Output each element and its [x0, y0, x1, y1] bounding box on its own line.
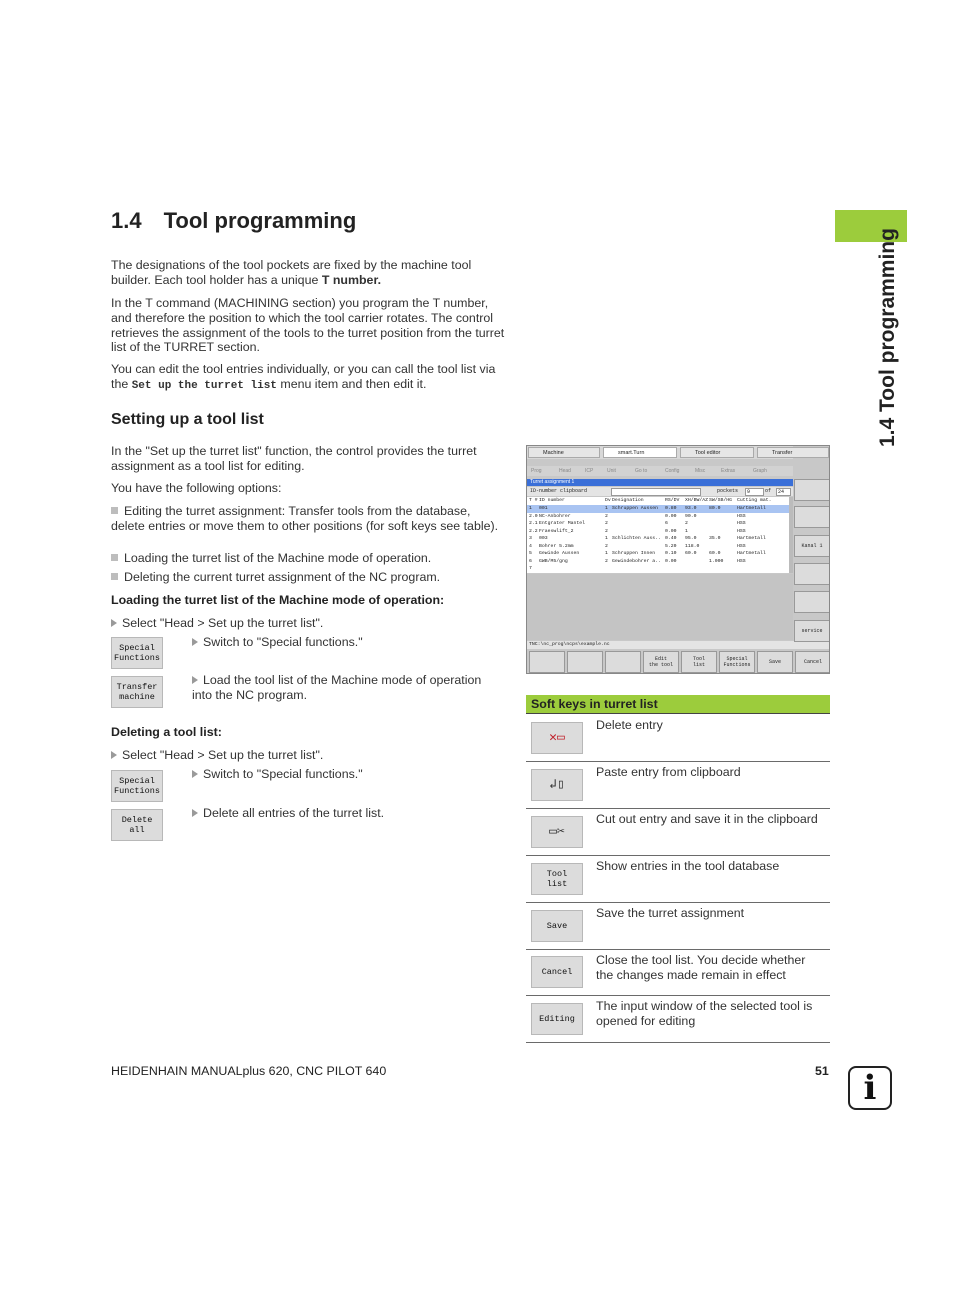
softkey-table-header — [526, 695, 830, 713]
table-cell: Dv — [605, 498, 611, 503]
softkey-description: Show entries in the tool database — [596, 859, 780, 873]
step-text: Load the tool list of the Machine mode of operation into the NC program. — [192, 673, 482, 702]
table-cell: 90.0 — [685, 513, 697, 519]
table-cell: 3 — [529, 536, 532, 541]
tab-smart-turn[interactable]: smart.Turn — [603, 447, 677, 458]
table-cell: 5 — [529, 551, 532, 556]
table-cell: HSS — [737, 558, 746, 564]
softkey-description: Delete entry — [596, 718, 663, 732]
table-cell: 001 — [539, 506, 548, 511]
table-cell: 4 — [529, 543, 532, 549]
loading-step-1 — [111, 616, 323, 631]
section-heading: Setting up a tool list — [111, 411, 264, 428]
table-cell: Cutting mat. — [737, 498, 772, 503]
table-cell: 2 — [605, 543, 608, 549]
cancel-softkey[interactable]: Cancel — [795, 651, 830, 673]
table-cell: 7 — [529, 566, 532, 571]
bullet-icon — [111, 507, 118, 514]
option-text: Deleting the current turret assignment of the NC program. — [124, 570, 441, 584]
menu-item[interactable]: Go to — [635, 468, 648, 474]
softkey-right-5[interactable] — [794, 591, 830, 613]
intro-p1-bold: T number. — [321, 272, 382, 287]
bullet-icon — [111, 573, 118, 580]
table-row[interactable] — [527, 505, 789, 513]
softkey-description: Paste entry from clipboard — [596, 765, 741, 779]
menu-item[interactable]: Prog — [531, 468, 542, 474]
service-softkey[interactable]: service — [794, 620, 830, 642]
page-number: 51 — [815, 1064, 829, 1078]
softkey-kanal[interactable]: Kanal 1 — [794, 535, 830, 557]
clipboard-field[interactable] — [611, 488, 701, 496]
section-title: Tool programming — [163, 208, 357, 233]
deleting-step-2 — [192, 767, 502, 782]
table-row[interactable] — [527, 565, 789, 573]
page-title — [111, 208, 356, 234]
section-number: 1.4 — [111, 208, 142, 233]
menu-item-code: Set up the turret list — [131, 379, 277, 392]
table-cell: 6 — [665, 521, 668, 526]
arrow-icon — [192, 676, 198, 684]
mode-tabs — [527, 446, 793, 459]
table-cell: Schlichten Auss.. — [612, 536, 661, 541]
loading-heading: Loading the turret list of the Machine mode of operation: — [111, 593, 445, 607]
intro-paragraph-1 — [111, 258, 511, 288]
deleting-step-3 — [192, 806, 502, 821]
table-row[interactable] — [527, 528, 789, 536]
step-text: Select "Head > Set up the turret list". — [122, 616, 324, 630]
arrow-icon — [192, 638, 198, 646]
table-cell: XH/BW/AZ — [685, 498, 709, 503]
table-cell: 2.0 — [529, 513, 538, 519]
table-cell: 1 — [529, 506, 532, 511]
window-title: Turret assignment 1 — [527, 479, 793, 486]
delete-all-softkey[interactable]: Delete all — [111, 809, 163, 841]
cut-entry-softkey[interactable] — [605, 651, 641, 673]
menu-item[interactable]: Extras — [721, 468, 736, 474]
deleting-heading: Deleting a tool list: — [111, 725, 222, 739]
info-icon — [848, 1066, 892, 1110]
table-cell: Hartmetall — [737, 551, 766, 556]
option-text: Loading the turret list of the Machine mode of operation. — [124, 551, 432, 565]
softkey-description: Save the turret assignment — [596, 906, 745, 920]
softkey-table-row — [526, 808, 830, 856]
menu-item[interactable]: Head — [559, 468, 571, 474]
table-cell: HSS — [737, 528, 746, 534]
softkey-description: The input window of the selected tool is opened for editing — [596, 999, 813, 1028]
table-cell: 2 — [605, 521, 608, 526]
bullet-icon — [111, 554, 118, 561]
softkey-table-row — [526, 855, 830, 903]
tool-list-softkey[interactable]: Tool list — [681, 651, 717, 673]
table-cell: 95.0 — [685, 536, 697, 541]
table-cell: Hartmetall — [737, 536, 766, 541]
intro-p3-text-a: You can edit the tool entries individually, or you can call the tool list via the — [111, 362, 496, 391]
loading-step-3 — [192, 673, 502, 703]
table-cell: HSS — [737, 543, 746, 549]
editing-softkey[interactable]: Editing — [531, 1003, 583, 1035]
table-cell: 0.10 — [665, 551, 677, 556]
table-cell: 93.0 — [685, 506, 697, 511]
pockets-of: of — [765, 488, 772, 494]
table-cell: NC-Anbohrer — [539, 513, 571, 519]
tool-list-softkey[interactable]: Tool list — [531, 863, 583, 895]
menu-item[interactable]: Misc — [695, 468, 706, 474]
menu-item[interactable]: ICP — [585, 468, 594, 474]
paste-entry-icon[interactable] — [531, 769, 583, 801]
table-cell: 1 — [685, 528, 688, 534]
step-text: Select "Head > Set up the turret list". — [122, 748, 324, 762]
intro-p1-text: The designations of the tool pockets are fixed by the machine tool builder. Each tool holder has a unique — [111, 258, 472, 287]
table-cell: Designation — [612, 498, 644, 503]
step-text: Switch to "Special functions." — [203, 635, 363, 649]
cut-entry-icon[interactable] — [531, 816, 583, 848]
table-header-row — [527, 497, 789, 505]
table-cell: 0.00 — [665, 513, 677, 519]
special-functions-softkey[interactable]: Special Functions — [111, 770, 163, 802]
table-cell: Entgrater Mantel — [539, 521, 586, 526]
softkey-table-row — [526, 995, 830, 1043]
table-cell: 60.0 — [709, 551, 721, 556]
menu-item[interactable]: Unit — [607, 468, 616, 474]
softkey-right-2[interactable] — [794, 506, 830, 528]
special-functions-softkey[interactable]: Special Functions — [111, 637, 163, 669]
table-cell: Gewinde Aussen — [539, 551, 580, 556]
table-cell: Bohrer 5.2mm — [539, 543, 574, 549]
menu-item[interactable]: Graph — [753, 468, 767, 474]
menu-bar — [527, 466, 793, 476]
clipboard-label: ID-number clipboard — [530, 488, 588, 494]
pockets-label: pockets — [717, 488, 739, 494]
softkey-table-row — [526, 714, 830, 762]
table-row[interactable] — [527, 558, 789, 566]
table-cell: Gewindebohrer a.. — [612, 558, 661, 564]
table-row[interactable] — [527, 520, 789, 528]
table-cell: 1 — [605, 551, 608, 556]
table-cell: 0.80 — [665, 506, 677, 511]
save-softkey[interactable]: Save — [531, 910, 583, 942]
table-cell: 80.0 — [709, 506, 721, 511]
table-cell: 2 — [685, 521, 688, 526]
tab-machine[interactable]: Machine — [528, 447, 600, 458]
program-path: TNC:\nc_prog\ncps\example.nc — [527, 641, 830, 649]
arrow-icon — [192, 770, 198, 778]
table-cell: Schruppen Innen — [612, 551, 656, 556]
table-cell: 60.0 — [685, 551, 697, 556]
table-cell: 003 — [539, 536, 548, 541]
chapter-side-title — [840, 215, 899, 455]
cut-entry-icon-glyph: ▭✂ — [549, 823, 565, 839]
softkey-description: Cut out entry and save it in the clipboard — [596, 812, 818, 826]
delete-entry-icon[interactable] — [531, 722, 583, 754]
table-row[interactable] — [527, 513, 789, 521]
table-cell: HSS — [737, 521, 746, 526]
pockets-total: 24 — [776, 488, 791, 496]
table-row[interactable] — [527, 543, 789, 551]
softkey-right-1[interactable] — [794, 479, 830, 501]
softkey-right-4[interactable] — [794, 563, 830, 585]
table-cell: HSS — [737, 513, 746, 519]
table-cell: Schruppen Aussen — [612, 506, 659, 511]
table-cell: 0.00 — [665, 558, 677, 564]
table-cell: ID number — [539, 498, 565, 503]
arrow-icon — [192, 809, 198, 817]
turret-table — [527, 497, 789, 573]
table-cell: T # — [529, 498, 538, 503]
arrow-icon — [111, 751, 117, 759]
table-cell: SW/SB/HG — [709, 498, 733, 503]
option-text: Editing the turret assignment: Transfer tools from the database, delete entries or move them to other positions (for soft keys see table). — [111, 504, 499, 533]
step-text: Switch to "Special functions." — [203, 767, 363, 781]
transfer-machine-softkey[interactable]: Transfer machine — [111, 676, 163, 708]
table-cell: 35.0 — [709, 536, 721, 541]
footer-text: HEIDENHAIN MANUALplus 620, CNC PILOT 640 — [111, 1064, 387, 1078]
table-cell: GWB/M5/gng — [539, 558, 568, 564]
loading-step-2 — [192, 635, 502, 650]
softkey-table-title: Soft keys in turret list — [531, 697, 658, 711]
clipboard-bar — [527, 487, 793, 496]
pockets-field[interactable]: 9 — [745, 488, 764, 496]
table-cell: Fraeswlift_2 — [539, 528, 574, 534]
option-item — [111, 504, 506, 534]
arrow-icon — [111, 619, 117, 627]
intro-paragraph-2: In the T command (MACHINING section) you program the T number, and therefore the position to which the tool carrier rotates. The control retrieves the assignment of the tools to the turret position from the turret list of the TURRET section. — [111, 296, 505, 355]
info-icon-glyph: i — [863, 1068, 877, 1108]
edit-tool-softkey[interactable]: Edit the tool — [643, 651, 679, 673]
paste-entry-icon-glyph: ↲▯ — [549, 776, 565, 792]
turret-assignment-screenshot — [526, 445, 830, 674]
deleting-step-1 — [111, 748, 323, 763]
step-text: Delete all entries of the turret list. — [203, 806, 385, 820]
table-row[interactable] — [527, 535, 789, 543]
table-cell: Hartmetall — [737, 506, 766, 511]
special-functions-softkey[interactable]: Special Functions — [719, 651, 755, 673]
section-paragraph-1: In the "Set up the turret list" function, the control provides the turret assignment as a tool list for editing. — [111, 444, 477, 473]
table-cell: 1.000 — [709, 558, 724, 564]
paste-entry-softkey[interactable] — [567, 651, 603, 673]
table-cell: 2.1 — [529, 521, 538, 526]
chapter-side-title-text: 1.4 Tool programming — [876, 228, 899, 447]
table-cell: 2 — [605, 513, 608, 519]
table-cell: 2 — [605, 558, 608, 564]
table-row[interactable] — [527, 550, 789, 558]
intro-paragraph-3 — [111, 362, 511, 394]
table-cell: 2.2 — [529, 528, 538, 534]
table-cell: 5.20 — [665, 543, 677, 549]
softkey-table-row — [526, 902, 830, 950]
tab-tool-editor[interactable]: Tool editor — [680, 447, 754, 458]
intro-p3-text-b: menu item and then edit it. — [280, 376, 427, 391]
delete-entry-softkey[interactable] — [529, 651, 565, 673]
delete-entry-icon-glyph: ✕▭ — [549, 729, 565, 745]
option-item — [111, 570, 506, 585]
menu-item[interactable]: Config — [665, 468, 680, 474]
table-cell: 118.0 — [685, 543, 700, 549]
tab-transfer[interactable]: Transfer — [757, 447, 829, 458]
table-cell: RS/DV — [665, 498, 680, 503]
softkey-table-row — [526, 949, 830, 996]
cancel-softkey[interactable]: Cancel — [531, 956, 583, 988]
scrollbar[interactable] — [789, 497, 793, 573]
table-cell: 6 — [529, 558, 532, 564]
table-cell: 0.40 — [665, 536, 677, 541]
section-paragraph-2: You have the following options: — [111, 481, 282, 495]
save-softkey[interactable]: Save — [757, 651, 793, 673]
softkey-table-row — [526, 761, 830, 809]
table-cell: 2 — [605, 528, 608, 534]
graphic-area — [527, 574, 793, 640]
table-cell: 1 — [605, 536, 608, 541]
table-cell: 0.00 — [665, 528, 677, 534]
softkey-description: Close the tool list. You decide whether the changes made remain in effect — [596, 953, 806, 982]
table-cell: 1 — [605, 506, 608, 511]
option-item — [111, 551, 506, 566]
